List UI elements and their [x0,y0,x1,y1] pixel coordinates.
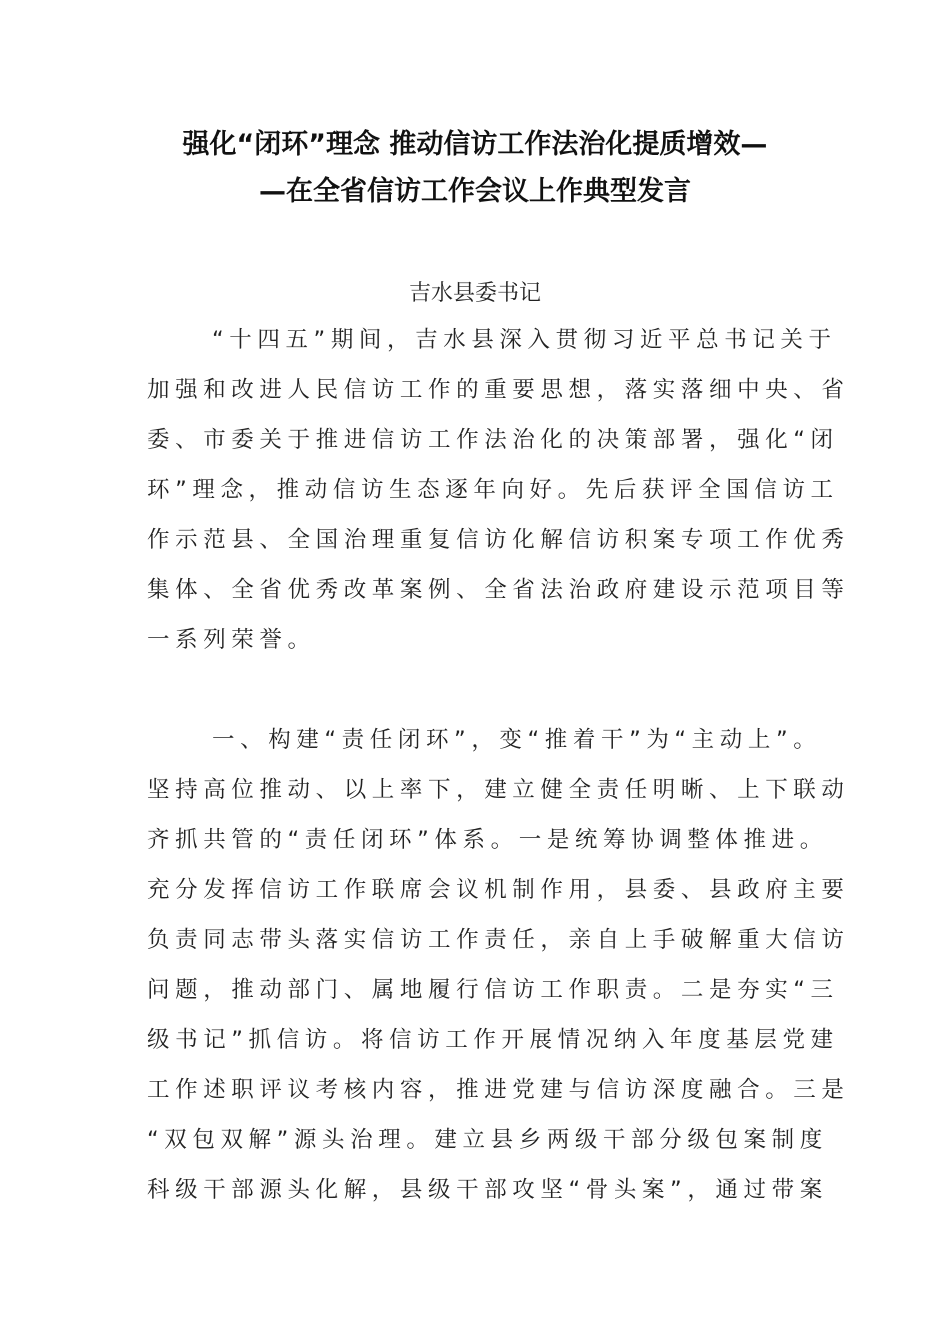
paragraph-2-line-3: 齐抓共管的“责任闭环”体系。一是统筹协调整体推进。 [147,827,828,853]
paragraph-2-line-1: 一、构建“责任闭环”，变“推着干”为“主动上”。 [212,727,822,753]
paragraph-1-line-4: 环”理念，推动信访生态逐年向好。先后获评全国信访工 [147,477,839,503]
paragraph-2-line-9: “双包双解”源头治理。建立县乡两级干部分级包案制度 [147,1127,828,1153]
paragraph-1-line-5: 作示范县、全国治理重复信访化解信访积案专项工作优秀 [147,527,850,553]
paragraph-2-line-5: 负责同志带头落实信访工作责任，亲自上手破解重大信访 [147,927,850,953]
paragraph-1-line-3: 委、市委关于推进信访工作法治化的决策部署，强化“闭 [147,427,839,453]
author-byline: 吉水县委书记 [408,281,541,306]
paragraph-2-line-10: 科级干部源头化解，县级干部攻坚“骨头案”，通过带案 [147,1177,828,1203]
document-title-line-2: —在全省信访工作会议上作典型发言 [259,176,691,207]
paragraph-1-line-6: 集体、全省优秀改革案例、全省法治政府建设示范项目等 [147,577,850,603]
paragraph-2-line-4: 充分发挥信访工作联席会议机制作用，县委、县政府主要 [147,877,850,903]
paragraph-1-line-1: “十四五”期间，吉水县深入贯彻习近平总书记关于 [212,327,837,353]
paragraph-1-line-2: 加强和改进人民信访工作的重要思想，落实落细中央、省 [147,377,850,403]
paragraph-2-line-2: 坚持高位推动、以上率下，建立健全责任明晰、上下联动 [147,777,850,803]
paragraph-2-line-6: 问题，推动部门、属地履行信访工作职责。二是夯实“三 [147,977,839,1003]
paragraph-1-line-7: 一系列荣誉。 [147,627,316,653]
paragraph-2-line-7: 级书记”抓信访。将信访工作开展情况纳入年度基层党建 [147,1027,839,1053]
document-title-line-1: 强化“闭环”理念 推动信访工作法治化提质增效— [182,129,768,160]
paragraph-2-line-8: 工作述职评议考核内容，推进党建与信访深度融合。三是 [147,1077,850,1103]
